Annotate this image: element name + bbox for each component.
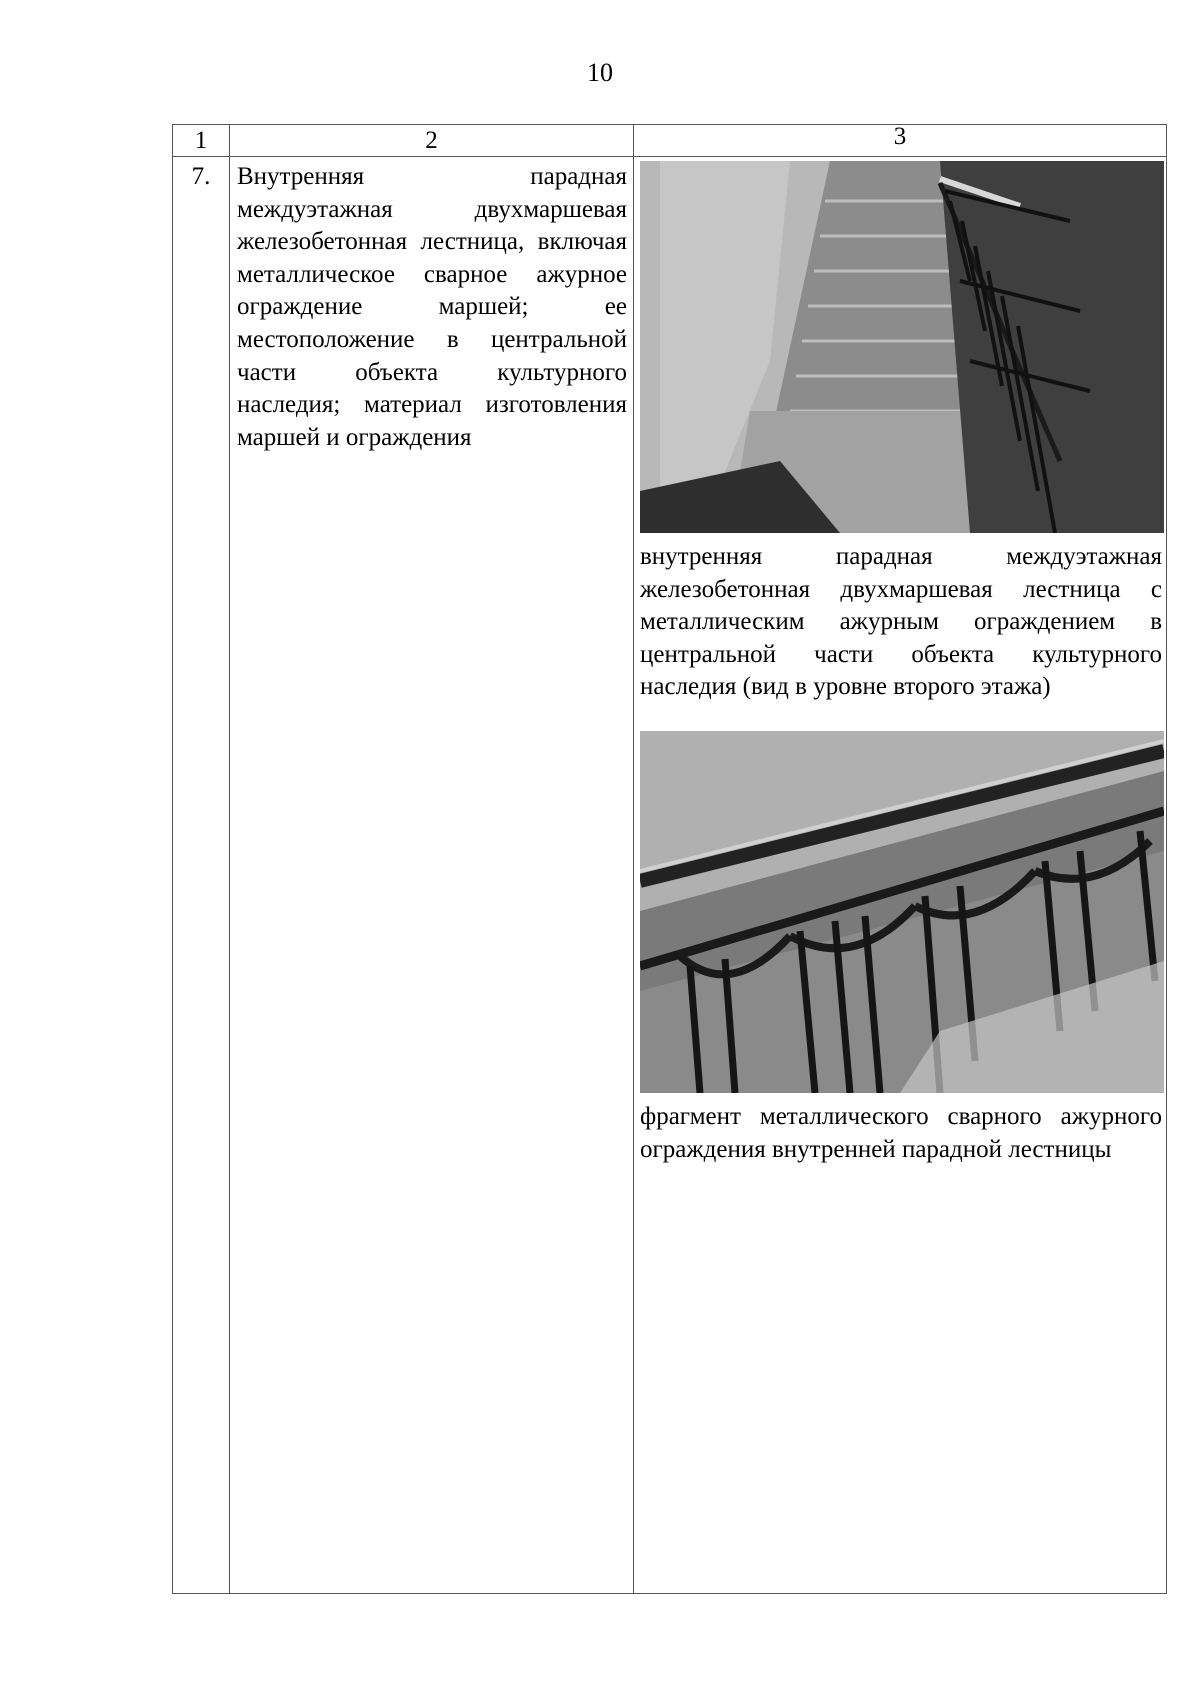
page-number: 10	[587, 58, 613, 87]
monument-table	[172, 124, 1167, 1594]
column-header-2: 2	[230, 125, 634, 157]
staircase-photo	[640, 161, 1164, 533]
table-row	[173, 157, 1167, 1594]
row-number: 7.	[191, 163, 211, 190]
table-header-row	[173, 125, 1167, 157]
description-cell	[230, 157, 634, 1594]
item-description: Внутренняя парадная междуэтажная двухмаршевая железобетонная лестница, включая металлическое сварное ажурное ограждение маршей; ее местоположение в центральной части объекта культурного наследия; материал изготовления маршей и ограждения	[237, 163, 627, 451]
column-header-1: 1	[173, 125, 230, 157]
photo-caption-1: внутренняя парадная междуэтажная железобетонная двухмаршевая лестница с металлическим ажурным ограждением в центральной части объекта культурного наследия (вид в уровне второго этажа)	[640, 543, 1162, 701]
photos-cell	[634, 157, 1167, 1594]
column-header-3: 3	[634, 125, 1167, 157]
railing-fragment-photo	[640, 731, 1164, 1093]
row-number-cell	[173, 157, 230, 1594]
photo-caption-2: фрагмент металлического сварного ажурного ограждения внутренней парадной лестницы	[640, 1102, 1162, 1163]
